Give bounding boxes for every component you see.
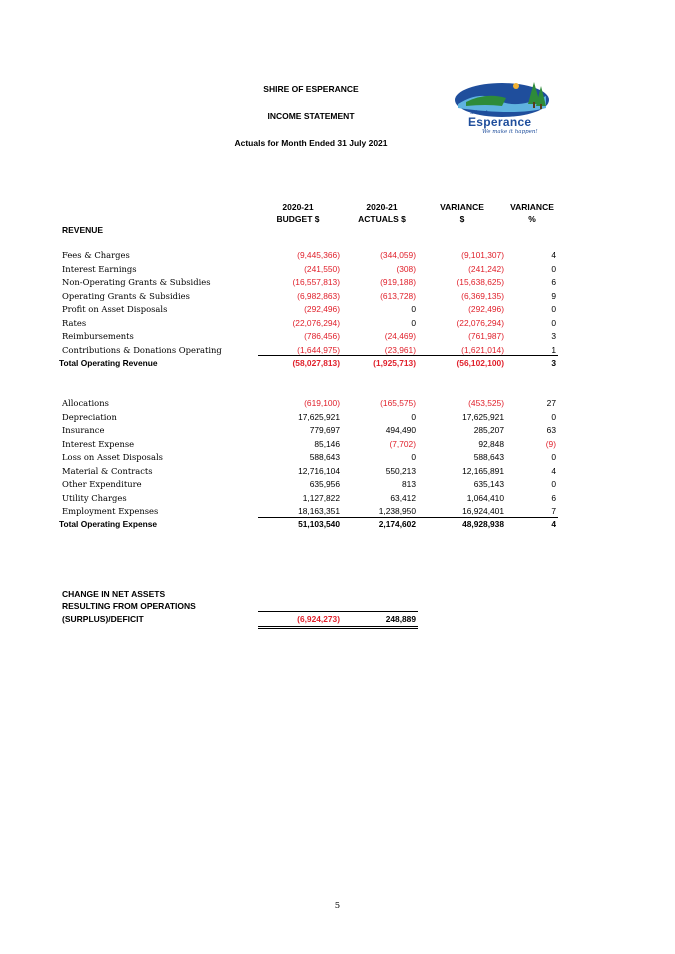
cell-variance: (453,525) xyxy=(468,398,504,408)
cell-pct: 0 xyxy=(551,317,556,328)
cell-actual: 0 xyxy=(411,304,416,314)
period-subtitle: Actuals for Month Ended 31 July 2021 xyxy=(234,138,388,148)
table-row-label: Reimbursements xyxy=(62,331,134,341)
column-header-variance-pct: VARIANCE % xyxy=(510,202,554,224)
cell-budget: (16,557,813) xyxy=(292,277,340,287)
table-row-label: Insurance xyxy=(62,425,105,435)
table-row-label: Loss on Asset Disposals xyxy=(62,452,163,462)
total-row-label: Total Operating Revenue xyxy=(59,358,158,368)
cell-budget: 779,697 xyxy=(309,425,340,435)
cell-pct: 3 xyxy=(551,358,556,368)
cell-actual: 0 xyxy=(411,317,416,328)
cell-budget: (1,644,975) xyxy=(297,344,340,355)
page-number: 5 xyxy=(334,901,341,911)
cell-pct: 9 xyxy=(551,290,556,301)
table-row-label: Non-Operating Grants & Subsidies xyxy=(62,277,211,287)
cell-actual: (308) xyxy=(396,263,416,274)
cell-pct: 0 xyxy=(551,411,556,422)
logo-text-main: Esperance xyxy=(468,115,532,129)
cell-actual: (165,575) xyxy=(380,398,416,408)
cell-variance: (1,621,014) xyxy=(461,344,504,355)
table-row-label: Material & Contracts xyxy=(62,465,153,476)
cell-pct: 6 xyxy=(551,492,556,503)
cell-variance: (241,242) xyxy=(468,263,504,274)
table-row-label: Rates xyxy=(62,317,87,328)
cell-variance: (15,638,625) xyxy=(456,277,504,287)
cell-variance: 92,848 xyxy=(478,438,504,449)
net-double-rule-2 xyxy=(258,628,418,629)
cell-variance: 588,643 xyxy=(473,452,504,462)
cell-actual: (24,469) xyxy=(384,331,416,341)
cell-pct: 0 xyxy=(551,263,556,274)
cell-variance: (6,369,135) xyxy=(461,290,504,301)
cell-actual: 0 xyxy=(411,452,416,462)
cell-variance: 16,924,401 xyxy=(462,506,504,516)
cell-actual: 2,174,602 xyxy=(378,519,416,529)
cell-budget: 12,716,104 xyxy=(298,465,340,476)
revenue-heading: REVENUE xyxy=(62,225,104,235)
cell-actual: (23,961) xyxy=(384,344,416,355)
table-row-label: Fees & Charges xyxy=(62,250,130,260)
cell-budget: (241,550) xyxy=(304,263,340,274)
cell-budget: 18,163,351 xyxy=(298,506,340,516)
cell-budget: (22,076,294) xyxy=(292,317,340,328)
cell-actual: (344,059) xyxy=(380,250,416,260)
cell-pct: 7 xyxy=(551,506,556,516)
shire-logo xyxy=(446,78,564,140)
cell-variance: 17,625,921 xyxy=(462,411,504,422)
cell-pct: 0 xyxy=(551,304,556,314)
cell-actual: 63,412 xyxy=(390,492,416,503)
net-budget-value: (6,924,273) xyxy=(297,614,340,624)
net-heading-line1: CHANGE IN NET ASSETS xyxy=(62,589,166,599)
cell-actual: (7,702) xyxy=(389,438,416,449)
cell-budget: 588,643 xyxy=(309,452,340,462)
cell-budget: (9,445,366) xyxy=(297,250,340,260)
cell-pct: 4 xyxy=(551,519,556,529)
cell-variance: 12,165,891 xyxy=(462,465,504,476)
cell-budget: (619,100) xyxy=(304,398,340,408)
cell-budget: 17,625,921 xyxy=(298,411,340,422)
cell-budget: 51,103,540 xyxy=(298,519,340,529)
cell-budget: 635,956 xyxy=(309,479,340,489)
cell-budget: (6,982,863) xyxy=(297,290,340,301)
net-top-rule xyxy=(258,611,418,612)
cell-actual: 0 xyxy=(411,411,416,422)
cell-variance: (22,076,294) xyxy=(456,317,504,328)
cell-budget: (786,456) xyxy=(304,331,340,341)
cell-pct: 0 xyxy=(551,479,556,489)
statement-title: INCOME STATEMENT xyxy=(267,111,355,121)
cell-actual: (919,188) xyxy=(380,277,416,287)
cell-variance: (56,102,100) xyxy=(456,358,504,368)
net-heading-line3: (SURPLUS)/DEFICIT xyxy=(62,614,144,624)
cell-variance: 1,064,410 xyxy=(466,492,504,503)
net-heading-line2: RESULTING FROM OPERATIONS xyxy=(62,601,196,611)
cell-budget: 85,146 xyxy=(314,438,340,449)
table-row-label: Profit on Asset Disposals xyxy=(62,304,168,314)
cell-actual: 1,238,950 xyxy=(378,506,416,516)
cell-actual: 813 xyxy=(402,479,416,489)
total-rule xyxy=(258,517,558,518)
table-row-label: Utility Charges xyxy=(62,492,127,503)
table-row-label: Depreciation xyxy=(62,411,117,422)
cell-variance: 635,143 xyxy=(473,479,504,489)
logo-text-small: Shire of xyxy=(470,110,488,116)
cell-pct: 4 xyxy=(551,250,556,260)
logo-tagline: We make it happen! xyxy=(482,129,538,135)
table-row-label: Allocations xyxy=(62,398,109,408)
cell-actual: (613,728) xyxy=(380,290,416,301)
cell-budget: (58,027,813) xyxy=(292,358,340,368)
cell-pct: 6 xyxy=(551,277,556,287)
cell-pct: (9) xyxy=(545,438,556,449)
net-double-rule-1 xyxy=(258,626,418,627)
cell-variance: (292,496) xyxy=(468,304,504,314)
net-actual-value: 248,889 xyxy=(385,614,416,624)
column-header-variance-amount: VARIANCE $ xyxy=(440,202,484,224)
cell-variance: 48,928,938 xyxy=(462,519,504,529)
total-row-label: Total Operating Expense xyxy=(59,519,158,529)
cell-pct: 63 xyxy=(546,425,556,435)
cell-actual: 494,490 xyxy=(385,425,416,435)
cell-pct: 1 xyxy=(551,344,556,355)
table-row-label: Interest Expense xyxy=(62,438,135,449)
table-row-label: Interest Earnings xyxy=(62,263,137,274)
cell-budget: (292,496) xyxy=(304,304,340,314)
cell-budget: 1,127,822 xyxy=(302,492,340,503)
cell-pct: 3 xyxy=(551,331,556,341)
cell-actual: 550,213 xyxy=(385,465,416,476)
total-rule xyxy=(258,355,558,356)
cell-variance: (9,101,307) xyxy=(461,250,504,260)
cell-pct: 0 xyxy=(551,452,556,462)
table-row-label: Operating Grants & Subsidies xyxy=(62,290,190,301)
cell-actual: (1,925,713) xyxy=(373,358,416,368)
table-row-label: Employment Expenses xyxy=(62,506,159,516)
column-header-budget: 2020-21 BUDGET $ xyxy=(276,202,320,224)
cell-variance: (761,987) xyxy=(468,331,504,341)
cell-pct: 27 xyxy=(546,398,556,408)
column-header-actuals: 2020-21 ACTUALS $ xyxy=(358,202,406,224)
cell-pct: 4 xyxy=(551,465,556,476)
table-row-label: Contributions & Donations Operating xyxy=(62,344,222,355)
org-title: SHIRE OF ESPERANCE xyxy=(263,84,359,94)
table-row-label: Other Expenditure xyxy=(62,479,142,489)
cell-variance: 285,207 xyxy=(473,425,504,435)
